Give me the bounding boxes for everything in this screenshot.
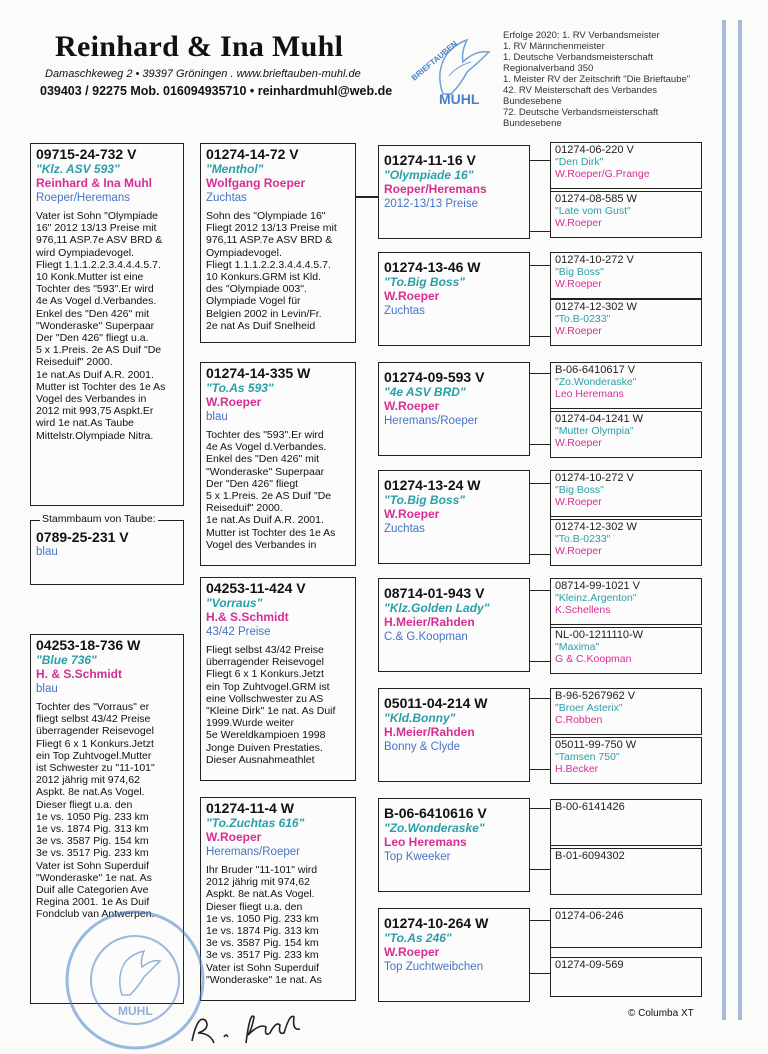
ring-number: 01274-09-569: [555, 959, 624, 971]
pigeon-name: "Kleinz.Argenton": [555, 592, 637, 604]
pigeon-name: "4e ASV BRD": [384, 385, 466, 399]
desc-line: Fliegt 1.1.1.2.2.3.4.4.4.5.7.: [206, 258, 331, 271]
ring-number: B-96-5267962 V: [555, 690, 636, 702]
ancestor-card[interactable]: [550, 191, 702, 238]
desc-line: "Wonderaske" 1e nat. As: [36, 871, 152, 884]
breeder-name: W.Roeper: [555, 217, 602, 229]
desc-line: Enkel des "Den 426" mit: [206, 453, 320, 466]
description: [36, 701, 178, 921]
color: blau: [36, 546, 58, 558]
achievements: [503, 30, 703, 129]
stamp-text: MUHL: [118, 1004, 153, 1018]
pigeon-logo-icon: [405, 32, 497, 108]
desc-line: Vater ist Sohn Superduif: [36, 859, 150, 872]
ring-number: 01274-11-16 V: [384, 152, 476, 168]
desc-line: Fliegt 6 x 1 Konkurs.Jetzt: [36, 737, 154, 750]
breeder-name: H.Meier/Rahden: [384, 725, 475, 739]
ring-number: NL-00-1211110-W: [555, 629, 644, 641]
breeder-name: H.Meier/Rahden: [384, 615, 475, 629]
ring-number: 01274-06-246: [555, 910, 624, 922]
bloodline: Bonny & Clyde: [384, 741, 461, 753]
logo-text-top: BRIEFTAUBEN: [409, 39, 460, 83]
signature-icon: [180, 1003, 330, 1048]
decorative-line: [722, 20, 726, 1020]
ancestor-card[interactable]: [550, 519, 702, 566]
description: [206, 210, 350, 332]
desc-line: Tochter des "593".Er wird: [36, 283, 154, 296]
ring-number: 01274-13-46 W: [384, 259, 481, 275]
desc-line: "Kleine Dirk" 1e nat. As Duif: [206, 705, 336, 718]
desc-line: Vater ist Sohn Superduif: [206, 961, 320, 974]
pigeon-name: "Zo.Wonderaske": [555, 376, 637, 388]
pigeon-name: "Menthol": [206, 162, 264, 176]
bloodline: Heremans/Roeper: [206, 846, 300, 858]
desc-line: fliegt selbst 43/42 Preise: [36, 713, 151, 726]
ancestor-card[interactable]: [550, 957, 702, 997]
ring-number: 01274-12-302 W: [555, 521, 637, 533]
great-grandparent-card[interactable]: [378, 798, 530, 892]
achievement-line: 1. Deutsche Verbandsmeisterschaft: [503, 52, 653, 63]
desc-line: Regina 2001. 1e As Duif: [36, 896, 150, 909]
ring-number: 01274-14-335 W: [206, 365, 311, 381]
breeder-name: W.Roeper: [555, 437, 602, 449]
achievement-line: 1. Meister RV der Zeitschrift "Die Brieftaube": [503, 74, 691, 85]
connector: [530, 808, 551, 870]
desc-line: Belgien 2002 in Levin/Fr.: [206, 307, 322, 320]
pigeon-name: "Olympiade 16": [384, 168, 474, 182]
desc-line: Mittelstr.Olympiade Nitra.: [36, 429, 154, 442]
description: [206, 429, 350, 551]
breeder-name: K.Schellens: [555, 604, 611, 616]
desc-line: Jonge Duiven Prestaties.: [206, 741, 323, 754]
breeder-name: W.Roeper/G.Prange: [555, 168, 650, 180]
ancestor-card[interactable]: [550, 737, 702, 784]
breeder-name: Leo Heremans: [555, 388, 624, 400]
breeder-name: Roeper/Heremans: [384, 182, 487, 196]
bloodline: 43/42 Preise: [206, 626, 271, 638]
pigeon-name: "To.B-0233": [555, 313, 611, 325]
pigeon-name: "To.Zuchtas 616": [206, 816, 305, 830]
pigeon-name: "To.As 593": [206, 381, 274, 395]
desc-line: 3e vs. 3587 Pig. 154 km: [36, 835, 149, 848]
pigeon-name: "Den Dirk": [555, 156, 604, 168]
ancestor-card[interactable]: [550, 688, 702, 735]
desc-line: Fliegt selbst 43/42 Preise: [206, 644, 324, 656]
ancestor-card[interactable]: [550, 848, 702, 895]
desc-line: 16" 2012 13/13 Preise mit: [36, 222, 157, 235]
great-grandparent-card[interactable]: [378, 688, 530, 782]
pigeon-name: "To.As 246": [384, 931, 452, 945]
ring-number: 01274-14-72 V: [206, 146, 299, 162]
description: [206, 864, 350, 986]
breeder-name: H.Becker: [555, 763, 599, 775]
breeder-name: C.Robben: [555, 714, 603, 726]
breeder-title: Reinhard & Ina Muhl: [55, 30, 344, 63]
ancestor-card[interactable]: [550, 908, 702, 948]
pigeon-name: "Broer Asterix": [555, 702, 623, 714]
ring-number: 08714-01-943 V: [384, 585, 485, 601]
ring-number: B-06-6410617 V: [555, 364, 636, 376]
pigeon-name: "Vorraus": [206, 596, 263, 610]
desc-line: 1e vs. 1050 Pig. 233 km: [36, 810, 149, 823]
ring-number: 0789-25-231 V: [36, 529, 129, 545]
desc-line: Reiseduif" 2000.: [206, 502, 283, 515]
desc-line: Fliegt 6 x 1 Konkurs.Jetzt: [206, 668, 324, 681]
subject-card[interactable]: [30, 520, 184, 585]
desc-line: 4e As Vogel d.Verbandes.: [36, 295, 157, 308]
grandparent-card[interactable]: [200, 577, 356, 781]
desc-line: des "Olympiade 003".: [206, 283, 307, 296]
achievement-line: Bundesebene: [503, 96, 562, 107]
desc-line: Der "Den 426" fliegt u.a.: [36, 332, 149, 345]
pigeon-name: "Big Boss": [555, 266, 604, 278]
bloodline: Zuchtas: [384, 523, 425, 535]
achievement-line: Regionalverband 350: [503, 63, 594, 74]
breeder-name: W.Roeper: [555, 325, 602, 337]
desc-line: ein Top Zuhtvogel.Mutter: [36, 749, 152, 762]
desc-line: Fliegt 2012 13/13 Preise mit: [206, 222, 337, 235]
breeder-name: H. & S.Schmidt: [36, 667, 123, 681]
desc-line: Tochter des "Vorraus" er: [36, 701, 150, 713]
desc-line: 2e nat As Duif Snelheid: [206, 319, 316, 332]
grandparent-card[interactable]: [200, 797, 356, 1001]
desc-line: Dieser fliegt u.a. den: [36, 798, 133, 811]
ring-number: 05011-99-750 W: [555, 739, 637, 751]
ring-number: 04253-18-736 W: [36, 637, 141, 653]
breeder-name: W.Roeper: [206, 395, 262, 409]
connector: [530, 590, 551, 662]
ring-number: 01274-10-264 W: [384, 915, 489, 931]
bloodline: Heremans/Roeper: [384, 415, 478, 427]
pigeon-name: "Maxima": [555, 641, 600, 653]
desc-line: wird Oympiadevogel.: [36, 246, 135, 259]
breeder-name: W.Roeper: [206, 830, 262, 844]
desc-line: 5 x 1.Preis. 2e AS Duif "De: [206, 490, 332, 503]
ancestor-card[interactable]: [550, 627, 702, 674]
ring-number: 01274-10-272 V: [555, 254, 634, 266]
copyright: © Columba XT: [628, 1008, 694, 1019]
desc-line: 4e As Vogel d.Verbandes.: [206, 441, 327, 454]
breeder-name: W.Roeper: [384, 945, 440, 959]
connector: [356, 196, 357, 198]
ring-number: 01274-06-220 V: [555, 144, 634, 156]
breeder-name: G & C.Koopman: [555, 653, 632, 665]
ring-number: 09715-24-732 V: [36, 146, 137, 162]
achievement-line: 1. RV Männchenmeister: [503, 41, 605, 52]
pigeon-name: "Kld.Bonny": [384, 711, 456, 725]
ring-number: B-01-6094302: [555, 850, 625, 862]
ring-number: 05011-04-214 W: [384, 695, 488, 711]
desc-line: 1e nat.As Duif A.R. 2001.: [36, 368, 154, 381]
stammbaum-label: Stammbaum von Taube:: [42, 513, 156, 525]
breeder-name: W.Roeper: [555, 278, 602, 290]
desc-line: Aspkt. 8e nat.As Vogel.: [36, 786, 145, 799]
desc-line: 976,11 ASP.7e ASV BRD &: [206, 234, 333, 247]
desc-line: 1e nat.As Duif A.R. 2001.: [206, 514, 324, 527]
ancestor-card[interactable]: [550, 578, 702, 625]
ring-number: 04253-11-424 V: [206, 580, 306, 596]
desc-line: Mutter ist Tochter des 1e As: [36, 380, 166, 393]
ring-number: 01274-12-302 W: [555, 301, 637, 313]
desc-line: Vogel des Verbandes in: [36, 393, 147, 406]
connector: [530, 265, 551, 337]
desc-line: 2012 jährig mit 974,62: [36, 774, 140, 787]
ring-number: 01274-11-4 W: [206, 800, 294, 816]
desc-line: Fondclub van Antwerpen.: [36, 908, 155, 921]
desc-line: Dieser fliegt u.a. den: [206, 900, 303, 913]
bloodline: Top Zuchtweibchen: [384, 961, 484, 973]
great-grandparent-card[interactable]: [378, 362, 530, 456]
desc-line: Sohn des "Olympiade 16": [206, 210, 326, 222]
desc-line: Vogel des Verbandes in: [206, 538, 317, 551]
connector: [530, 160, 551, 232]
pigeon-name: "Late vom Gust": [555, 205, 631, 217]
breeder-name: Wolfgang Roeper: [206, 176, 306, 190]
desc-line: Der "Den 426" fliegt: [206, 477, 299, 490]
ancestor-card[interactable]: [550, 799, 702, 846]
pigeon-name: "To.Big Boss": [384, 493, 465, 507]
desc-line: Ihr Bruder "11-101" wird: [206, 864, 318, 876]
desc-line: 2012 jährig mit 974,62: [206, 876, 310, 889]
desc-line: Mutter ist Tochter des 1e As: [206, 526, 336, 539]
great-grandparent-card[interactable]: [378, 145, 530, 239]
bloodline: Zuchtas: [206, 192, 247, 204]
ancestor-card[interactable]: [550, 411, 702, 458]
ancestor-card[interactable]: [550, 142, 702, 189]
pigeon-name: "Klz.Golden Lady": [384, 601, 490, 615]
pigeon-name: "Big Boss": [555, 484, 604, 496]
logo-text-bottom: MUHL: [439, 91, 480, 107]
bloodline: Zuchtas: [384, 305, 425, 317]
breeder-name: Reinhard & Ina Muhl: [36, 176, 153, 190]
pigeon-name: "To.Big Boss": [384, 275, 465, 289]
desc-line: Fliegt 1.1.1.2.2.3.4.4.4.5.7.: [36, 258, 161, 271]
great-grandparent-card[interactable]: [378, 252, 530, 346]
pigeon-name: "Zo.Wonderaske": [384, 821, 485, 835]
desc-line: 3e vs. 3517 Pig. 233 km: [36, 847, 149, 860]
connector: [530, 920, 551, 974]
desc-line: Reiseduif" 2000.: [36, 356, 113, 369]
desc-line: 3e vs. 3587 Pig. 154 km: [206, 937, 319, 950]
desc-line: ist Schwester zu "11-101": [36, 762, 155, 775]
ring-number: 08714-99-1021 V: [555, 580, 641, 592]
desc-line: 5 x 1.Preis. 2e AS Duif "De: [36, 344, 162, 357]
ancestor-card[interactable]: [550, 470, 702, 517]
bloodline: C.& G.Koopman: [384, 631, 468, 643]
breeder-name: W.Roeper: [384, 399, 440, 413]
connector: [356, 196, 379, 198]
pigeon-name: "Blue 736": [36, 653, 97, 667]
achievement-line: Erfolge 2020: 1. RV Verbandsmeister: [503, 30, 660, 41]
desc-line: 10 Konk.Mutter ist eine: [36, 271, 144, 284]
desc-line: Aspkt. 8e nat.As Vogel.: [206, 888, 315, 901]
grandparent-card[interactable]: [200, 143, 356, 343]
great-grandparent-card[interactable]: [378, 578, 530, 672]
pigeon-name: "Mutter Olympia": [555, 425, 634, 437]
sire-card[interactable]: [30, 143, 184, 506]
ring-number: B-00-6141426: [555, 801, 625, 813]
desc-line: Oympiadevogel.: [206, 246, 282, 259]
breeder-name: W.Roeper: [384, 507, 440, 521]
breeder-address: Damaschkeweg 2 • 39397 Gröningen . www.brieftauben-muhl.de: [45, 68, 361, 80]
desc-line: Tochter des "593".Er wird: [206, 429, 324, 441]
great-grandparent-card[interactable]: [378, 908, 530, 1002]
desc-line: ein Top Zuhtvogel.GRM ist: [206, 680, 330, 693]
ancestor-card[interactable]: [550, 299, 702, 346]
achievement-line: 42. RV Meisterschaft des Verbandes: [503, 85, 658, 96]
ring-number: 01274-08-585 W: [555, 193, 637, 205]
bloodline: Roeper/Heremans: [36, 192, 130, 204]
achievement-line: 72. Deutsche Verbandsmeisterschaft: [503, 107, 659, 118]
desc-line: 1e vs. 1050 Pig. 233 km: [206, 912, 319, 925]
desc-line: "Wonderaske" Superpaar: [206, 465, 325, 478]
bloodline: 2012-13/13 Preise: [384, 198, 478, 210]
great-grandparent-card[interactable]: [378, 470, 530, 564]
ring-number: 01274-04-1241 W: [555, 413, 644, 425]
desc-line: 1e vs. 1874 Pig. 313 km: [206, 925, 319, 938]
desc-line: 1999.Wurde weiter: [206, 717, 294, 730]
description: [36, 210, 178, 442]
desc-line: 976,11 ASP.7e ASV BRD &: [36, 234, 163, 247]
breeder-contact: 039403 / 92275 Mob. 016094935710 • reinhardmuhl@web.de: [40, 84, 393, 98]
grandparent-card[interactable]: [200, 362, 356, 566]
breeder-name: Leo Heremans: [384, 835, 467, 849]
desc-line: überragender Reisevogel: [36, 725, 154, 738]
achievement-line: Bundesebene: [503, 118, 562, 129]
desc-line: 2012 mit 993,75 Aspkt.Er: [36, 405, 154, 418]
desc-line: Enkel des "Den 426" mit: [36, 307, 150, 320]
ancestor-card[interactable]: [550, 252, 702, 299]
breeder-name: H.& S.Schmidt: [206, 610, 289, 624]
desc-line: Vater ist Sohn "Olympiade: [36, 210, 159, 222]
connector: [530, 698, 551, 770]
bloodline: Top Kweeker: [384, 851, 451, 863]
desc-line: wird 1e nat.As Taube: [36, 417, 134, 430]
desc-line: 10 Konkurs.GRM ist Kld.: [206, 271, 321, 284]
decorative-line: [738, 20, 742, 1020]
desc-line: eine Vollschwester zu AS: [206, 692, 324, 705]
ring-number: 01274-13-24 W: [384, 477, 481, 493]
breeder-name: W.Roeper: [384, 289, 440, 303]
ring-number: 01274-09-593 V: [384, 369, 485, 385]
description: [206, 644, 350, 766]
pigeon-name: "To.B-0233": [555, 533, 611, 545]
bloodline: blau: [206, 411, 228, 423]
pigeon-name: "Klz. ASV 593": [36, 162, 120, 176]
desc-line: 3e vs. 3517 Pig. 233 km: [206, 949, 319, 962]
ancestor-card[interactable]: [550, 362, 702, 409]
color: blau: [36, 683, 58, 695]
desc-line: Olympiade Vogel für: [206, 295, 301, 308]
ring-number: 01274-10-272 V: [555, 472, 634, 484]
breeder-name: W.Roeper: [555, 496, 602, 508]
desc-line: 1e vs. 1874 Pig. 313 km: [36, 823, 149, 836]
pigeon-name: "Tamsen 750": [555, 751, 620, 763]
connector: [530, 373, 551, 445]
desc-line: Duif alle Categorien Ave: [36, 884, 149, 897]
desc-line: überragender Reisevogel: [206, 656, 324, 669]
desc-line: "Wonderaske" Superpaar: [36, 319, 155, 332]
breeder-name: W.Roeper: [555, 545, 602, 557]
ring-number: B-06-6410616 V: [384, 805, 487, 821]
desc-line: 5e Wereldkampioen 1998: [206, 729, 326, 742]
desc-line: "Wonderaske" 1e nat. As: [206, 973, 322, 986]
connector: [530, 483, 551, 555]
desc-line: Dieser Ausnahmeathlet: [206, 753, 315, 766]
